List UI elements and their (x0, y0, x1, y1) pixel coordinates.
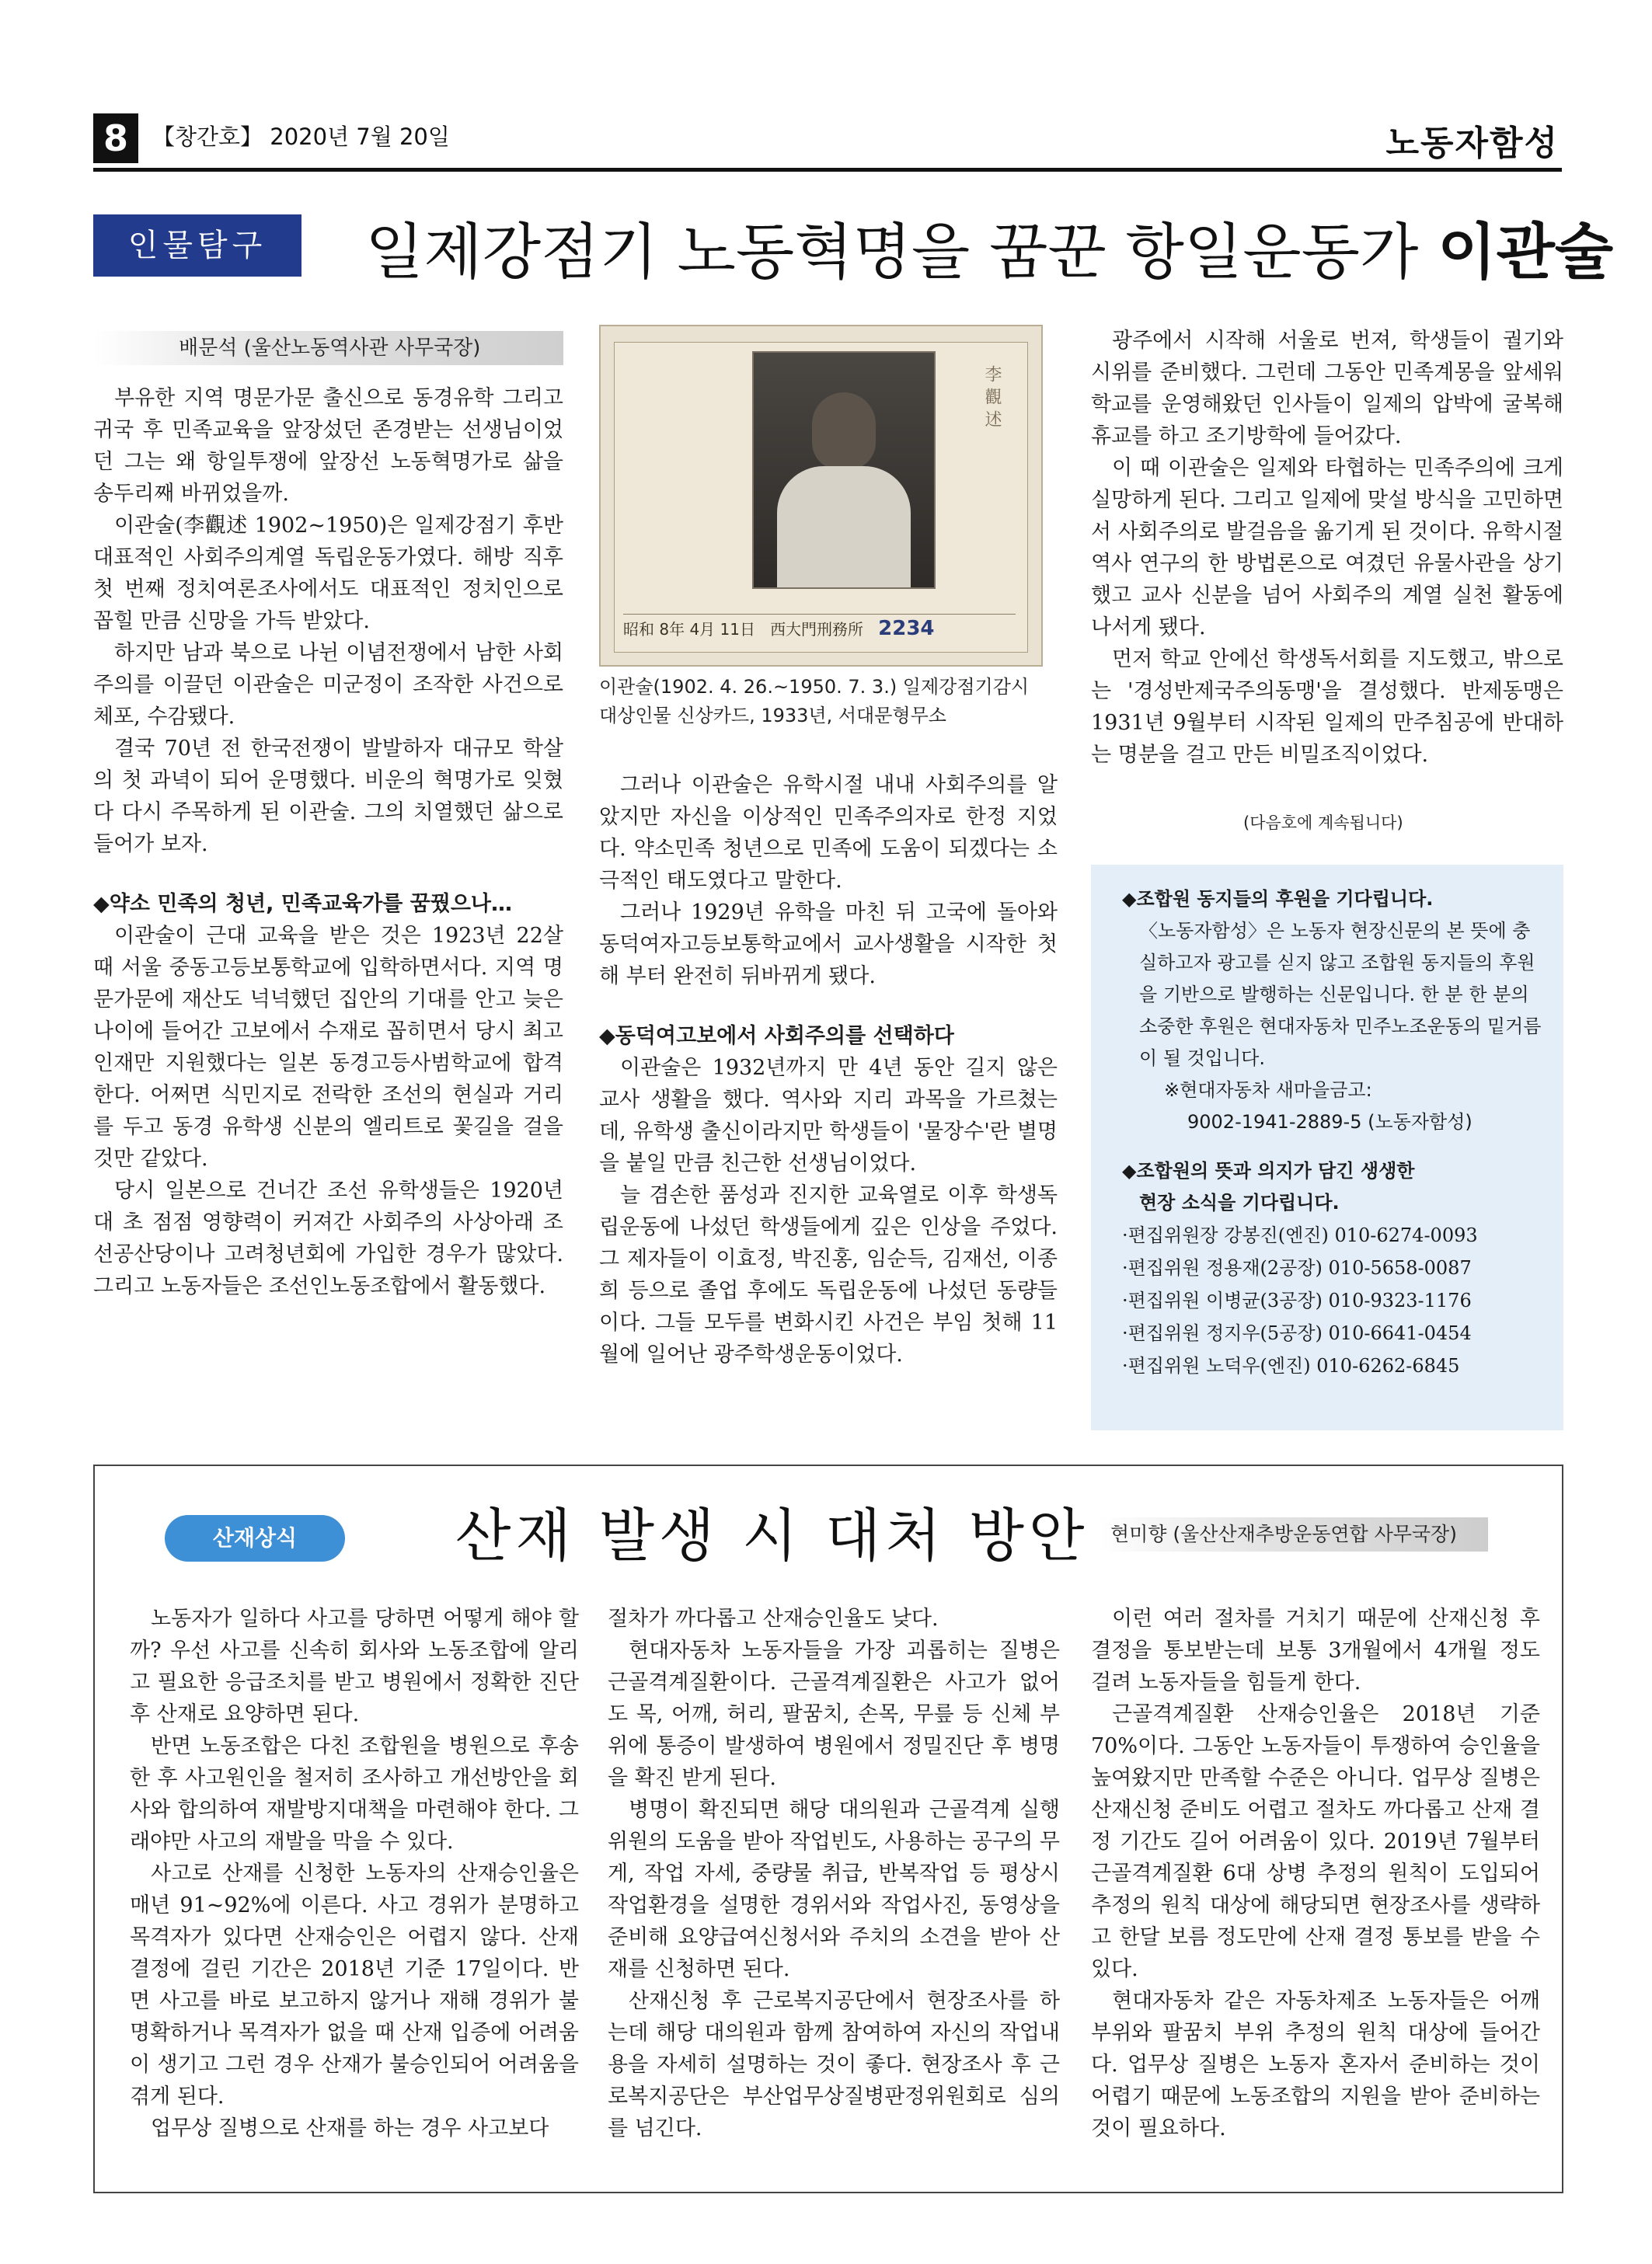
paragraph: 당시 일본으로 건너간 조선 유학생들은 1920년대 초 점점 영향력이 커져간 사회주의 사상아래 조선공산당이나 고려청년회에 가입한 경우가 많았다. 그리고 노동자들은 조선인노동조합에서 활동했다. (93, 1179, 563, 1298)
paragraph: 이관술(李觀述 1902~1950)은 일제강점기 후반 대표적인 사회주의계열 독립운동가였다. 해방 직후 첫 번째 정치여론조사에서도 대표적인 정치인으로 꼽힐 만큼 신망을 가득 받았다. (93, 514, 563, 633)
paragraph: 그러나 1929년 유학을 마친 뒤 고국에 돌아와 동덕여자고등보통학교에서 교사생활을 시작한 첫 해 부터 완전히 뒤바뀌게 됐다. (599, 900, 1058, 988)
editor-list-item: ·편집위원장 강봉진(엔진) 010-6274-0093 (1122, 1224, 1478, 1246)
issue-date: 【창간호】 2020년 7월 20일 (152, 124, 450, 150)
photo-stamp (623, 614, 1016, 643)
paragraph: 노동자가 일하다 사고를 당하면 어떻게 해야 할까? 우선 사고를 신속히 회사와 노동조합에 알리고 필요한 응급조치를 받고 병원에서 정확한 진단 후 산재로 요양하면 된다. (130, 1607, 579, 1726)
paragraph: 결국 70년 전 한국전쟁이 발발하자 대규모 학살의 첫 과녁이 되어 운명했다. 비운의 혁명가로 잊혔다 다시 주목하게 된 이관술. 그의 치열했던 삶으로 들어가 보자. (93, 737, 563, 856)
article2-byline: 현미향 (울산산재추방운동연합 사무국장) (1100, 1517, 1488, 1552)
photo-side-text: 李 觀 述 (982, 365, 1002, 427)
paragraph: 업무상 질병으로 산재를 하는 경우 사고보다 (151, 2116, 549, 2140)
paragraph: 늘 겸손한 품성과 진지한 교육열로 이후 학생독립운동에 나섰던 학생들에게 깊은 인상을 주었다. 그 제자들이 이효정, 박진홍, 임순득, 김재선, 이종희 등으로 졸업 후에도 독립운동에 나섰던 동량들이다. 그들 모두를 변화시킨 사건은 부임 첫해 11월에 일어난 광주학생운동이었다. (599, 1183, 1058, 1367)
article1-column-1 (93, 382, 563, 1302)
paragraph: 사고로 산재를 신청한 노동자의 산재승인율은 매년 91~92%에 이른다. 사고 경위가 분명하고 목격자가 있다면 산재승인은 어렵지 않다. 산재 결정에 걸린 기간은 2018년 기준 17일이다. 반면 사고를 바로 보고하지 않거나 재해 경위가 불명확하거나 목격자가 없을 때 산재 입증에 어려움이 생기고 그런 경우 산재가 불승인되어 어려움을 겪게 된다. (130, 1862, 579, 2109)
section-tag: 인물탐구 (93, 214, 301, 277)
support-title: ◆조합원 동지들의 후원을 기다립니다. (1122, 888, 1434, 910)
support-box (1091, 865, 1563, 1430)
paragraph: 산재신청 후 근로복지공단에서 현장조사를 하는데 해당 대의원과 함께 참여하여 자신의 작업내용을 자세히 설명하는 것이 좋다. 현장조사 후 근로복지공단은 부산업무상질병판정위원회로 심의를 넘긴다. (608, 1989, 1060, 2140)
article2-headline: 산재 발생 시 대처 방안 (455, 1503, 1089, 1569)
paragraph: 현대자동차 노동자들을 가장 괴롭히는 질병은 근골격계질환이다. 근골격계질환은 사고가 없어도 목, 어깨, 허리, 팔꿈치, 손목, 무릎 등 신체 부위에 통증이 발생하여 병원에서 정밀진단 후 병명을 확진 받게 된다. (608, 1639, 1060, 1790)
paragraph: 광주에서 시작해 서울로 번져, 학생들이 궐기와 시위를 준비했다. 그런데 그동안 민족계몽을 앞세워 학교를 운영해왔던 인사들이 일제의 압박에 굴복해 휴교를 하고 조기방학에 들어갔다. (1091, 329, 1563, 448)
portrait-body (777, 466, 911, 587)
support-body: 〈노동자함성〉은 노동자 현장신문의 본 뜻에 충실하고자 광고를 싣지 않고 조합원 동지들의 후원을 기반으로 발행하는 신문입니다. 한 분 한 분의 소중한 후원은 현대자동차 민주노조운동의 밑거름이 될 것입니다. (1139, 920, 1542, 1069)
header-rule (93, 168, 1562, 172)
editor-list-item: ·편집위원 노덕우(엔진) 010-6262-6845 (1122, 1355, 1460, 1377)
news-request-title: ◆조합원의 뜻과 의지가 담긴 생생한 (1122, 1160, 1415, 1182)
editor-list-item: ·편집위원 정지우(5공장) 010-6641-0454 (1122, 1322, 1472, 1344)
photo-caption: 이관술(1902. 4. 26.~1950. 7. 3.) 일제강점기감시대상인물 신상카드, 1933년, 서대문형무소 (599, 676, 1030, 726)
stamp-place: 西大門刑務所 (770, 620, 864, 639)
article1-byline: 배문석 (울산노동역사관 사무국장) (93, 331, 563, 365)
paragraph: 이관술은 1932년까지 만 4년 동안 길지 않은 교사 생활을 했다. 역사와 지리 과목을 가르쳤는데, 유학생 출신이라지만 학생들이 '물장수'란 별명을 붙일 만큼 친근한 선생님이었다. (599, 1056, 1058, 1176)
subheading: ◆동덕여고보에서 사회주의를 선택하다 (599, 1024, 954, 1048)
paragraph: 이관술이 근대 교육을 받은 것은 1923년 22살 때 서울 중동고등보통학교에 입학하면서다. 지역 명문가문에 재산도 넉넉했던 집안의 기대를 안고 늦은 나이에 들어간 고보에서 수재로 꼽히면서 당시 최고 인재만 지원했다는 일본 동경고등사범학교에 합격한다. 어쩌면 식민지로 전락한 조선의 현실과 거리를 두고 동경 유학생 신분의 엘리트로 꽃길을 걸을 것만 같았다. (93, 924, 563, 1171)
article2-column-2 (608, 1603, 1060, 2144)
headline-name: 이관술 (1438, 218, 1614, 287)
paragraph: 이 때 이관술은 일제와 타협하는 민족주의에 크게 실망하게 된다. 그리고 일제에 맞설 방식을 고민하면서 사회주의로 발걸음을 옮기게 된 것이다. 유학시절 역사 연구의 한 방법론으로 여겼던 유물사관을 상기했고 교사 신분을 넘어 사회주의 계열 실천 활동에 나서게 됐다. (1091, 456, 1563, 639)
page-number: 8 (93, 113, 138, 163)
editor-list-item: ·편집위원 이병균(3공장) 010-9323-1176 (1122, 1290, 1472, 1311)
paragraph: 그러나 이관술은 유학시절 내내 사회주의를 알았지만 자신을 이상적인 민족주의자로 한정 지었다. 약소민족 청년으로 민족에 도움이 되겠다는 소극적인 태도였다고 말한다. (599, 773, 1058, 893)
paragraph: 병명이 확진되면 해당 대의원과 근골격계 실행위원의 도움을 받아 작업빈도, 사용하는 공구의 무게, 작업 자세, 중량물 취급, 반복작업 등 평상시 작업환경을 설명한 경위서와 작업사진, 동영상을 준비해 요양급여신청서와 주치의 소견을 받아 산재를 신청하면 된다. (608, 1798, 1060, 1981)
paragraph: 이런 여러 절차를 거치기 때문에 산재신청 후 결정을 통보받는데 보통 3개월에서 4개월 정도 걸려 노동자들을 힘들게 한다. (1091, 1607, 1540, 1695)
article1-column-3 (1091, 325, 1563, 771)
paragraph: 먼저 학교 안에선 학생독서회를 지도했고, 밖으로는 '경성반제국주의동맹'을 결성했다. 반제동맹은 1931년 9월부터 시작된 일제의 만주침공에 반대하는 명분을 걸고 만든 비밀조직이었다. (1091, 647, 1563, 767)
article2-tag: 산재상식 (165, 1515, 345, 1562)
support-account: 9002-1941-2889-5 (노동자함성) (1187, 1111, 1473, 1133)
editor-list-item: ·편집위원 정용재(2공장) 010-5658-0087 (1122, 1257, 1472, 1279)
paragraph: 부유한 지역 명문가문 출신으로 동경유학 그리고 귀국 후 민족교육을 앞장섰던 존경받는 선생님이었던 그는 왜 항일투쟁에 앞장선 노동혁명가로 삶을 송두리째 바뀌었을까. (93, 386, 563, 506)
article1-headline (365, 204, 1613, 291)
headline-text: 일제강점기 노동혁명을 꿈꾼 항일운동가 (365, 218, 1438, 287)
paragraph: 하지만 남과 북으로 나뉜 이념전쟁에서 남한 사회주의를 이끌던 이관술은 미군정이 조작한 사건으로 체포, 수감됐다. (93, 641, 563, 729)
portrait-head (812, 392, 876, 470)
paragraph: 반면 노동조합은 다친 조합원을 병원으로 후송한 후 사고원인을 철저히 조사하고 개선방안을 회사와 합의하여 재발방지대책을 마련해야 한다. 그래야만 사고의 재발을 막을 수 있다. (130, 1734, 579, 1854)
stamp-number: 2234 (878, 617, 935, 640)
article2-column-3 (1091, 1603, 1540, 2144)
stamp-date: 昭和 8年 4月 11日 (623, 620, 755, 639)
support-bank: ※현대자동차 새마을금고: (1164, 1079, 1372, 1101)
paragraph: 현대자동차 같은 자동차제조 노동자들은 어깨 부위와 팔꿈치 부위 추정의 원칙 대상에 들어간다. 업무상 질병은 노동자 혼자서 준비하는 것이 어렵기 때문에 노동조합의 지원을 받아 준비하는 것이 필요하다. (1091, 1989, 1540, 2140)
continued-note: (다음호에 계속됩니다) (1243, 813, 1403, 832)
paragraph: 절차가 까다롭고 산재승인율도 낮다. (608, 1607, 939, 1631)
article2-column-1 (130, 1603, 579, 2144)
masthead: 노동자함성 (1385, 124, 1559, 163)
subheading: ◆약소 민족의 청년, 민족교육가를 꿈꿨으나… (93, 892, 513, 916)
paragraph: 근골격계질환 산재승인율은 2018년 기준 70%이다. 그동안 노동자들이 투쟁하여 승인율을 높여왔지만 만족할 수준은 아니다. 업무상 질병은 산재신청 준비도 어렵고 절차도 까다롭고 산재 결정 기간도 길어 어려움이 있다. 2019년 7월부터 근골격계질환 6대 상병 추정의 원칙이 도입되어 추정의 원칙 대상에 해당되면 현장조사를 생략하고 한달 보름 정도만에 산재 결정 통보를 받을 수 있다. (1091, 1702, 1540, 1981)
news-request-title-2: 현장 소식을 기다립니다. (1139, 1192, 1340, 1214)
article1-column-2 (599, 769, 1058, 1371)
